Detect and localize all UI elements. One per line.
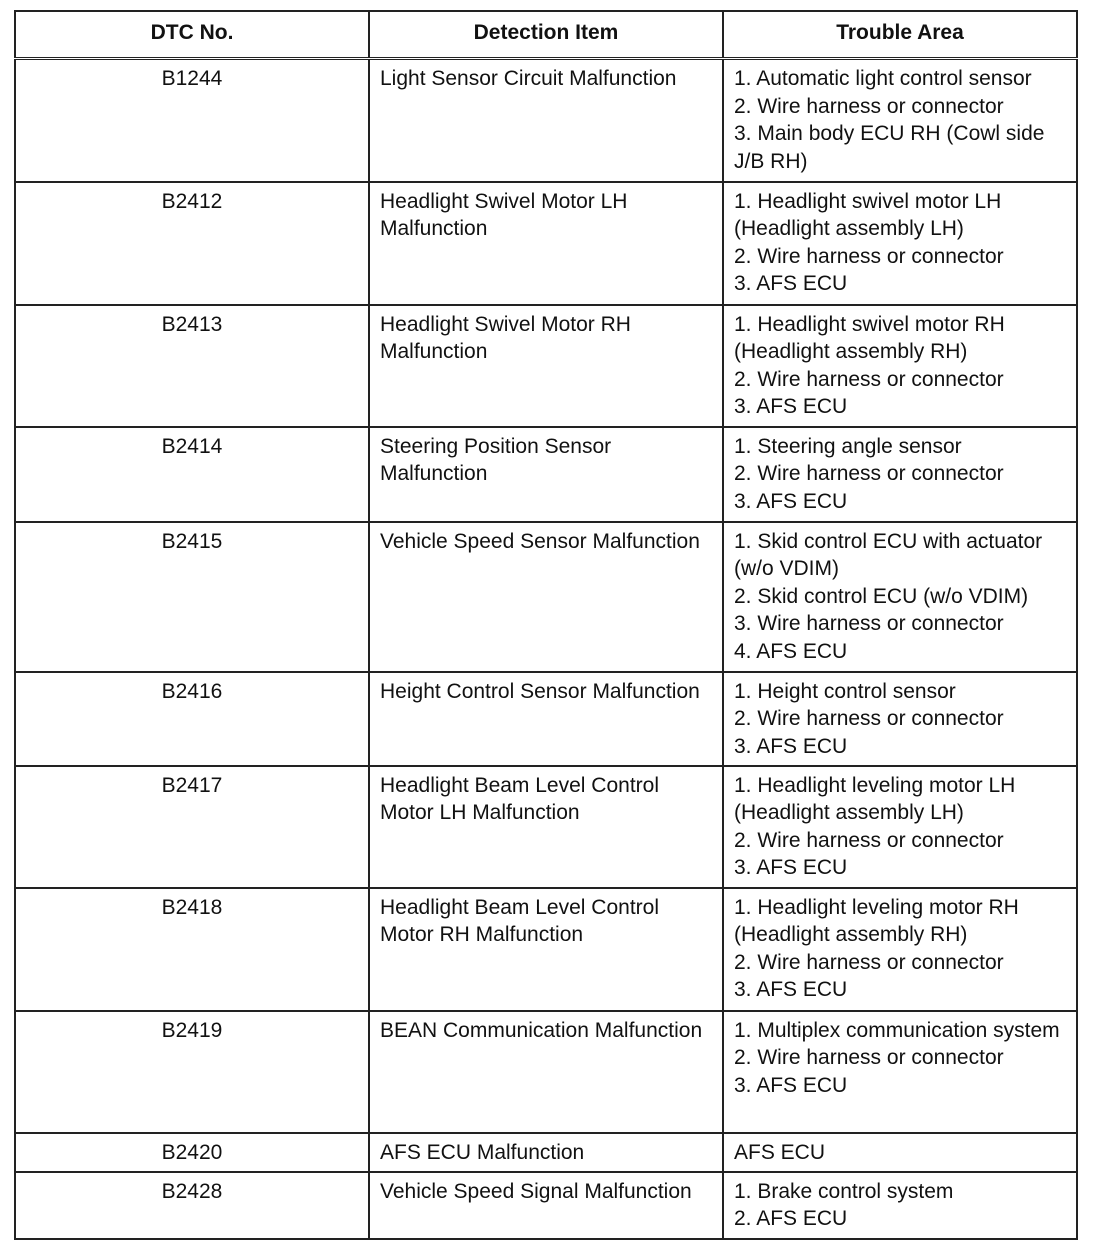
dtc-code-cell: B2412 (15, 182, 369, 305)
table-row (15, 305, 1077, 427)
detection-item-text: Headlight Swivel Motor LH Malfunction (380, 189, 634, 240)
table-row (15, 59, 1077, 182)
trouble-area-line: 1. Steering angle sensor (734, 434, 962, 458)
detection-item-text: Headlight Beam Level Control Motor LH Malfunction (380, 773, 665, 824)
trouble-area-line: 2. Wire harness or connector (734, 244, 1004, 268)
dtc-code-cell: B2413 (15, 305, 369, 427)
dtc-table (14, 10, 1078, 1240)
table-row (15, 766, 1077, 888)
trouble-area-line: 1. Height control sensor (734, 679, 956, 703)
table-row (15, 672, 1077, 766)
trouble-area-line: 1. Multiplex communication system (734, 1018, 1060, 1042)
trouble-area-line: 2. Wire harness or connector (734, 1046, 1004, 1069)
trouble-area-line: 3. AFS ECU (734, 272, 848, 295)
trouble-area-cell (723, 888, 1077, 1011)
trouble-area-line: 2. Wire harness or connector (734, 94, 1004, 118)
dtc-code-cell: B2420 (15, 1133, 369, 1172)
detection-item-cell (369, 1011, 723, 1133)
detection-item-text: AFS ECU Malfunction (380, 1140, 585, 1164)
detection-item-cell (369, 888, 723, 1011)
detection-item-text: Vehicle Speed Sensor Malfunction (380, 529, 700, 553)
trouble-area-line: 2. Wire harness or connector (734, 950, 1004, 974)
trouble-area-line: 1. Headlight swivel motor RH (Headlight assembly RH) (734, 312, 1011, 363)
detection-item-cell (369, 766, 723, 888)
dtc-code-cell: B2417 (15, 766, 369, 888)
trouble-area-cell (723, 522, 1077, 672)
trouble-area-line: 3. AFS ECU (734, 856, 848, 879)
detection-item-cell (369, 305, 723, 427)
trouble-area-line: 1. Headlight leveling motor RH (Headlight assembly RH) (734, 895, 1025, 946)
trouble-area-cell (723, 427, 1077, 522)
trouble-area-line: 2. Wire harness or connector (734, 367, 1004, 391)
trouble-area-cell (723, 1011, 1077, 1133)
table-row (15, 888, 1077, 1011)
trouble-area-line: 2. Skid control ECU (w/o VDIM) (734, 584, 1029, 608)
dtc-code-cell: B2416 (15, 672, 369, 766)
detection-item-cell (369, 182, 723, 305)
trouble-area-line: 1. Skid control ECU with actuator (w/o VDIM) (734, 529, 1048, 580)
trouble-area-line: 3. AFS ECU (734, 734, 848, 758)
trouble-area-cell (723, 1133, 1077, 1172)
table-header (15, 11, 1077, 59)
detection-item-text: Vehicle Speed Signal Malfunction (380, 1179, 692, 1203)
detection-item-cell (369, 1133, 723, 1172)
table-row (15, 427, 1077, 522)
dtc-table-container (14, 10, 1076, 1240)
trouble-area-line: 3. AFS ECU (734, 978, 848, 1001)
trouble-area-line: 3. AFS ECU (734, 1073, 848, 1097)
table-row (15, 1011, 1077, 1133)
detection-item-text: Steering Position Sensor Malfunction (380, 434, 617, 485)
detection-item-cell (369, 672, 723, 766)
trouble-area-line: 1. Automatic light control sensor (734, 67, 1032, 90)
detection-item-cell (369, 427, 723, 522)
trouble-area-cell (723, 672, 1077, 766)
trouble-area-line: 3. AFS ECU (734, 489, 848, 513)
trouble-area-cell (723, 1172, 1077, 1239)
detection-item-cell (369, 59, 723, 182)
dtc-code-cell: B2415 (15, 522, 369, 672)
table-row (15, 1133, 1077, 1172)
dtc-code-cell: B2418 (15, 888, 369, 1011)
detection-item-text: BEAN Communication Malfunction (380, 1018, 703, 1042)
trouble-area-cell (723, 59, 1077, 182)
trouble-area-line: AFS ECU (734, 1140, 826, 1164)
trouble-area-line: 2. AFS ECU (734, 1207, 848, 1230)
table-row (15, 1172, 1077, 1239)
header-detection-item: Detection Item (369, 11, 723, 59)
table-row (15, 522, 1077, 672)
trouble-area-line: 1. Brake control system (734, 1179, 954, 1203)
detection-item-cell (369, 1172, 723, 1239)
trouble-area-line: 2. Wire harness or connector (734, 462, 1004, 485)
table-row (15, 182, 1077, 305)
trouble-area-line: 1. Headlight swivel motor LH (Headlight assembly LH) (734, 189, 1008, 240)
trouble-area-line: 2. Wire harness or connector (734, 707, 1004, 730)
detection-item-text: Headlight Beam Level Control Motor RH Malfunction (380, 895, 665, 946)
detection-item-text: Height Control Sensor Malfunction (380, 679, 700, 703)
trouble-area-line: 2. Wire harness or connector (734, 828, 1004, 852)
table-body (15, 59, 1077, 1239)
trouble-area-line: 3. Main body ECU RH (Cowl side J/B RH) (734, 122, 1051, 173)
detection-item-text: Light Sensor Circuit Malfunction (380, 67, 677, 90)
detection-item-text: Headlight Swivel Motor RH Malfunction (380, 312, 637, 363)
detection-item-cell (369, 522, 723, 672)
header-trouble-area: Trouble Area (723, 11, 1077, 59)
header-dtc-no: DTC No. (15, 11, 369, 59)
dtc-code-cell: B1244 (15, 59, 369, 182)
trouble-area-line: 3. Wire harness or connector (734, 612, 1004, 635)
trouble-area-line: 3. AFS ECU (734, 395, 848, 418)
trouble-area-cell (723, 305, 1077, 427)
trouble-area-line: 4. AFS ECU (734, 639, 848, 663)
trouble-area-cell (723, 182, 1077, 305)
dtc-code-cell: B2414 (15, 427, 369, 522)
header-row (15, 11, 1077, 59)
dtc-code-cell: B2428 (15, 1172, 369, 1239)
trouble-area-line: 1. Headlight leveling motor LH (Headlight assembly LH) (734, 773, 1022, 824)
dtc-code-cell: B2419 (15, 1011, 369, 1133)
trouble-area-cell (723, 766, 1077, 888)
